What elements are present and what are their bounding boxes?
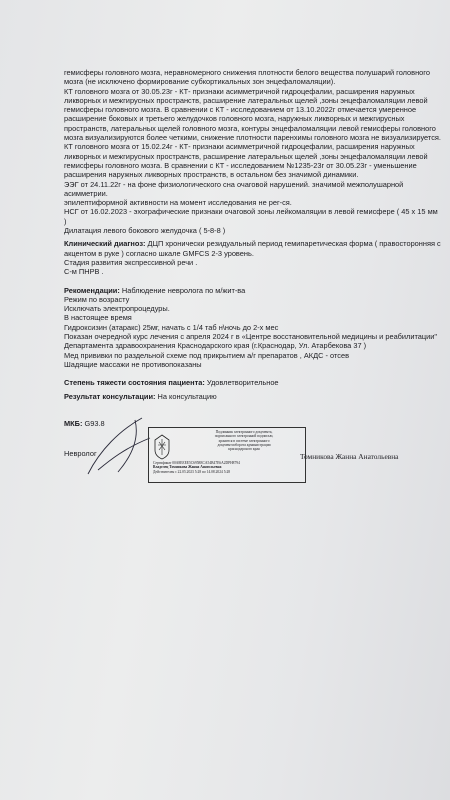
result-line (64, 392, 442, 401)
diagnosis-detail-line: акцентом в руке ) согласно шкале GMFCS 2-3 уровень. (64, 248, 254, 258)
diagnosis-detail-line: Стадия развития экспрессивной речи . (64, 257, 198, 267)
finding-line: расширение боковых и третьего желудочков головного мозга, наружных ликворных и межгирусных (64, 114, 405, 124)
stamp-cert-line: Сертификат 00A8EEEE5C6958ECA54B47E6A2DPH8794 (153, 461, 240, 465)
stamp-header-line: Подлинник электронного документа, (215, 430, 273, 434)
recommendation-item: Мед прививки по раздельной схеме под прикрытием а/г препаратов , АКДС - отсев (64, 350, 349, 360)
finding-line: мозга (не исключено формирование субкортикальных зон энцефаломаляции). (64, 77, 336, 87)
recommendations-line (64, 286, 442, 295)
finding-line: ликворных и межгирусных пространств, расширение латеральных щелей ,зоны энцефаломаляции левой (64, 95, 428, 105)
finding-line: мозга визуализируются более четкими, снижение плотности паренхимы головного мозга не визуализируется. (64, 133, 441, 143)
finding-line: эпилептиформной активности на момент исследования не рег-ся. (64, 198, 292, 208)
result-label: Результат консультации: (64, 391, 156, 401)
mkb-label: МКБ: (64, 419, 83, 428)
finding-line: гемисферы головного мозга, неравномерного снижения плотности белого вещества полушарий головного (64, 68, 430, 77)
severity-value: Удовлетворительное (204, 378, 279, 388)
stamp-header-line: хранится в системе электронного (218, 438, 270, 443)
recommendations-label: Рекомендации: (64, 285, 120, 295)
stamp-header-line: краснодарского края (228, 447, 260, 452)
signer-name: Томникова Жанна Анатольевна (300, 452, 399, 461)
stamp-header (185, 430, 303, 451)
stamp-valid-line: Действителен с 22.05.2023 5:28 по 14.08.2024 5:28 (153, 469, 231, 474)
recommendation-item: Режим по возрасту (64, 294, 130, 304)
finding-line: ликворных и межгирусных пространств, расширение латеральных щелей ,зоны энцефаломаляции левой (64, 151, 428, 161)
signer-role: Невролог (64, 449, 97, 458)
recommendation-item: Исключать электропроцедуры. (64, 304, 170, 314)
finding-line: пространств, латеральных щелей головного мозга, контуры энцефаломаляции левой гемисферы головного (64, 123, 436, 133)
severity-label: Степень тяжести состояния пациента: (64, 378, 205, 388)
diagnosis-label: Клинический диагноз: (64, 239, 146, 249)
finding-line: НСГ от 16.02.2023 - эхографические признаки очаговой зоны лейкомаляции в левой гемисфере ( 45 х 15 мм ) (64, 207, 438, 226)
finding-line: КТ головного мозга от 15.02.24г - КТ- признаки асимметричной гидроцефалии, расширения наружных (64, 142, 415, 152)
electronic-signature-stamp (148, 427, 306, 483)
recommendations-text: Наблюдение невролога по м/жит-ва (119, 285, 246, 295)
stamp-header-line: подписанного электронной подписью, (214, 434, 274, 439)
document-body (64, 68, 442, 401)
recommendation-item: Показан очередной курс лечения с апреля 2024 г в «Центре восстановительной медицины и реабилитации" (64, 332, 438, 342)
finding-line: гемисферы головного мозга. В сравнении с КТ - исследованием №1235-23г от 30.05.23г - уменьшение (64, 160, 417, 170)
finding-line: КТ головного мозга от 30.05.23г - КТ- признаки асимметричной гидроцефалии, расширения наружных (64, 86, 415, 96)
diagnosis-line (64, 239, 442, 248)
stamp-owner-line: Владелец Томникова Жанна Анатольевна (153, 465, 222, 470)
stamp-certificate (153, 461, 303, 474)
finding-line: гемисферы головного мозга. В сравнении с КТ - исследованием от 13.10.2022г отмечается умеренное (64, 105, 417, 115)
recommendation-item: Шадящие массажи не противопоказаны (64, 359, 202, 369)
recommendation-item: Департамента здравоохранения Краснодарского края (г.Краснодар, Ул. Атарбекова 37 ) (64, 341, 367, 351)
diagnosis-detail-line: С-м ПНРВ . (64, 267, 104, 277)
finding-line: Дилатация левого бокового желудочка ( 5-8-8 ) (64, 226, 226, 236)
exam-findings (64, 68, 442, 235)
finding-line: расширения наружных ликворных пространств, в остальном без значимой динамики. (64, 170, 359, 180)
diagnosis-details (64, 249, 442, 277)
stamp-header-line: документооборота администрации (217, 442, 271, 447)
recommendations-list (64, 295, 442, 369)
recommendation-item: Гидроксизин (атаракс) 25мг, начать с 1/4 таб н\ночь до 2-х мес (64, 322, 279, 332)
recommendation-item: В настоящее время (64, 313, 132, 323)
mkb-value: G93.8 (82, 419, 105, 428)
result-value: На консультацию (155, 391, 217, 401)
finding-line: ЭЭГ от 24.11.22г - на фоне физиологического сна очаговой нарушений. значимой межполушарной асимметрии. (64, 179, 404, 198)
severity-line (64, 378, 442, 387)
coat-of-arms-icon (153, 434, 171, 460)
diagnosis-text: ДЦП хронически резидуальный период гемипаретическая форма ( правосторонняя с (145, 239, 441, 249)
